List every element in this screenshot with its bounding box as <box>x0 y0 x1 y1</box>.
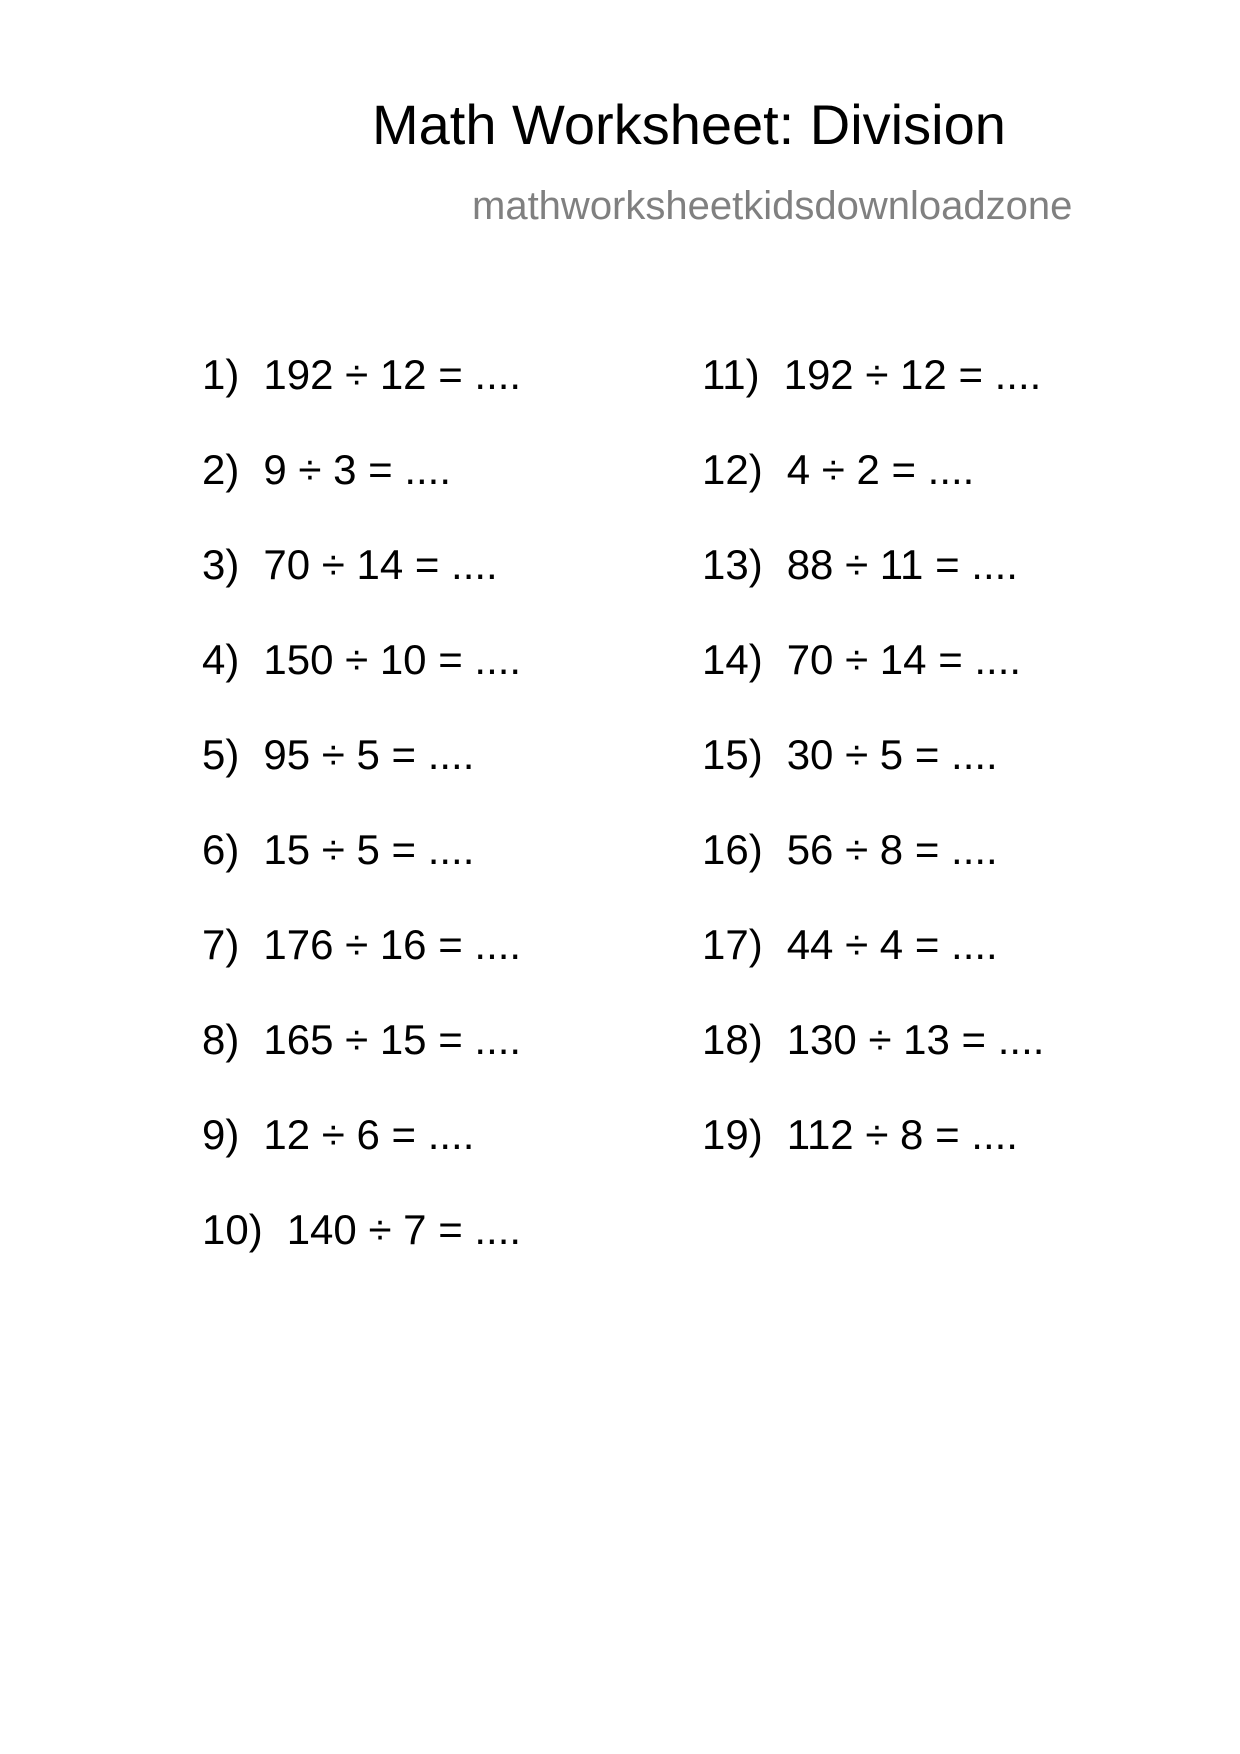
problem-expression: 15 ÷ 5 = .... <box>263 826 475 873</box>
problem-expression: 88 ÷ 11 = .... <box>786 541 1018 588</box>
problem-number: 16) <box>702 826 763 873</box>
problem-number: 14) <box>702 636 763 683</box>
problem-item <box>202 541 521 639</box>
problem-expression: 95 ÷ 5 = .... <box>263 731 475 778</box>
problem-expression: 192 ÷ 12 = .... <box>783 351 1042 398</box>
problem-number: 19) <box>702 1111 763 1158</box>
problem-item <box>702 1016 1045 1114</box>
problem-expression: 70 ÷ 14 = .... <box>263 541 498 588</box>
problem-column-left <box>202 351 522 1304</box>
problem-item <box>702 541 1044 639</box>
problem-number: 9) <box>202 1111 240 1158</box>
problem-expression: 9 ÷ 3 = .... <box>263 446 452 493</box>
problem-item <box>702 826 1044 924</box>
problem-item <box>202 636 522 734</box>
problem-number: 15) <box>702 731 763 778</box>
problem-number: 8) <box>202 1016 240 1063</box>
problem-item <box>202 826 521 924</box>
problem-item <box>202 446 521 544</box>
problem-number: 11) <box>702 351 760 398</box>
problem-number: 4) <box>202 636 240 683</box>
problem-item <box>202 1206 522 1304</box>
problem-number: 18) <box>702 1016 763 1063</box>
problem-expression: 112 ÷ 8 = .... <box>786 1111 1018 1158</box>
problem-number: 12) <box>702 446 763 493</box>
problem-expression: 176 ÷ 16 = .... <box>263 921 522 968</box>
problem-expression: 130 ÷ 13 = .... <box>786 1016 1045 1063</box>
problem-expression: 192 ÷ 12 = .... <box>263 351 522 398</box>
problem-item <box>702 731 1044 829</box>
problem-item <box>702 446 1044 544</box>
problem-expression: 30 ÷ 5 = .... <box>786 731 998 778</box>
worksheet-title: Math Worksheet: Division <box>372 93 1006 156</box>
worksheet-source: mathworksheetkidsdownloadzone <box>472 184 1073 228</box>
problem-expression: 44 ÷ 4 = .... <box>786 921 998 968</box>
problem-item <box>702 1111 1044 1209</box>
problem-expression: 12 ÷ 6 = .... <box>263 1111 475 1158</box>
problem-expression: 150 ÷ 10 = .... <box>263 636 522 683</box>
problem-item <box>202 1111 521 1209</box>
problem-item <box>202 351 522 449</box>
problem-expression: 165 ÷ 15 = .... <box>263 1016 522 1063</box>
problem-item <box>702 351 1044 449</box>
problem-item <box>202 1016 522 1114</box>
problem-number: 10) <box>202 1206 263 1253</box>
problem-number: 2) <box>202 446 240 493</box>
problem-item <box>202 731 521 829</box>
problem-item <box>702 636 1044 734</box>
problem-number: 7) <box>202 921 240 968</box>
problem-expression: 4 ÷ 2 = .... <box>786 446 975 493</box>
problem-expression: 70 ÷ 14 = .... <box>786 636 1022 683</box>
problem-item <box>702 921 1044 1019</box>
problem-number: 6) <box>202 826 240 873</box>
problem-column-right <box>702 351 1045 1209</box>
problem-item <box>202 921 522 1019</box>
problem-number: 5) <box>202 731 240 778</box>
problem-number: 1) <box>202 351 240 398</box>
problem-number: 13) <box>702 541 763 588</box>
problem-expression: 140 ÷ 7 = .... <box>286 1206 522 1253</box>
problem-expression: 56 ÷ 8 = .... <box>786 826 998 873</box>
problem-number: 3) <box>202 541 240 588</box>
problem-number: 17) <box>702 921 763 968</box>
